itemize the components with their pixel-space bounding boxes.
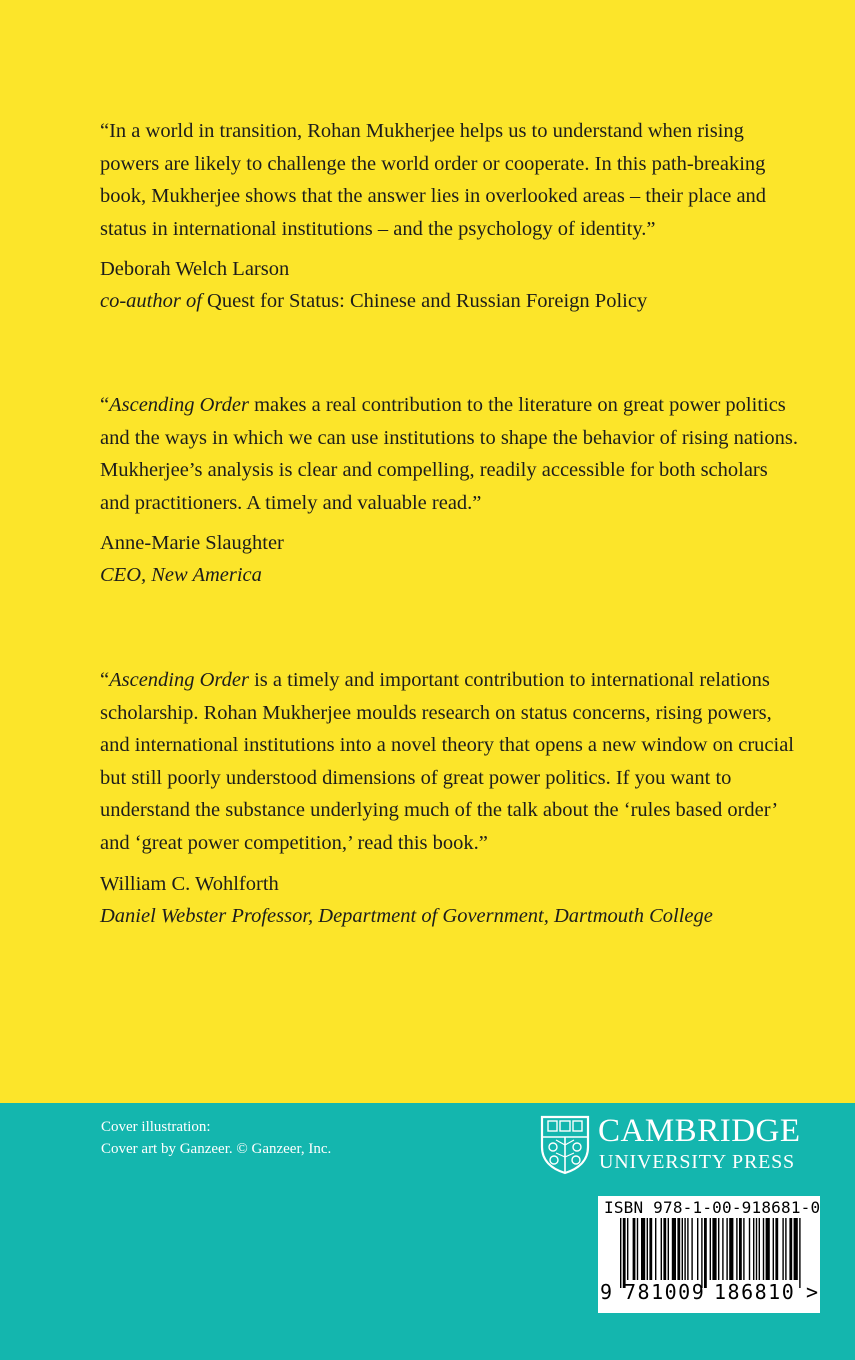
barcode-bar: [726, 1218, 727, 1280]
blurb-3-book-title: Ascending Order: [109, 669, 249, 691]
barcode-bar: [655, 1218, 656, 1280]
barcode-bar: [647, 1218, 648, 1280]
barcode-digit-first: 9: [600, 1280, 613, 1304]
blurb-2-author: Anne-Marie Slaughter: [100, 532, 284, 555]
blurb-1: [100, 115, 800, 317]
cover-credit-text: Cover art by Ganzeer. © Ganzeer, Inc.: [101, 1141, 332, 1157]
blurb-3-body: is a timely and important contribution to international relations scholarship. Rohan Mukherjee moulds research on status concerns, rising powers, and international institutions into a novel theory that opens a new window on crucial but still poorly understood dimensions of great power politics. If you want to understand the substance underlying much of the talk about the ‘rules based order’ and ‘great power competition,’ read this book.”: [100, 669, 794, 854]
blurb-2-open-quote: “: [100, 394, 110, 416]
barcode-bar: [672, 1218, 676, 1280]
barcode-bar: [649, 1218, 652, 1280]
blurb-1-text: “In a world in transition, Rohan Mukherjee helps us to understand when rising powers are likely to challenge the world order or cooperate. In this path-breaking book, Mukherjee shows that the answer lies in overlooked areas – their place and status in international institutions – and the psychology of identity.”: [100, 120, 767, 240]
barcode-bar: [743, 1218, 744, 1280]
barcode-bar: [785, 1218, 786, 1280]
barcode-bar: [773, 1218, 774, 1280]
cover-credit: [101, 1116, 331, 1160]
blurb-1-author: Deborah Welch Larson: [100, 258, 290, 281]
barcode-bar: [789, 1218, 792, 1280]
barcode-bar: [663, 1218, 666, 1280]
isbn-barcode: [598, 1196, 820, 1313]
barcode-bar: [799, 1218, 800, 1288]
barcode-bar: [763, 1218, 764, 1280]
barcode-bar: [641, 1218, 645, 1280]
barcode-bar: [794, 1218, 798, 1280]
barcode-bar: [633, 1218, 636, 1280]
barcode-bar: [766, 1218, 770, 1280]
barcode-bar: [718, 1218, 719, 1280]
barcode-bar: [677, 1218, 680, 1280]
barcode-bar: [684, 1218, 685, 1280]
barcode-end-mark: >: [806, 1280, 819, 1304]
barcode-digits-left: 781009: [624, 1280, 706, 1304]
publisher-subname: UNIVERSITY PRESS: [599, 1151, 795, 1173]
blurb-3: [100, 664, 800, 932]
cover-credit-label: Cover illustration:: [101, 1119, 211, 1135]
barcode-bar: [701, 1218, 702, 1288]
blurb-2-body: makes a real contribution to the literature on great power politics and the ways in which we can use institutions to shape the behavior of rising nations. Mukherjee’s analysis is clear and compelling, readily accessible for both scholars and practitioners. A timely and valuable read.”: [100, 394, 799, 514]
blurb-3-author-role: Daniel Webster Professor, Department of Government, Dartmouth College: [100, 904, 713, 927]
barcode-bar: [712, 1218, 716, 1280]
blurb-1-role-title: Quest for Status: Chinese and Russian Foreign Policy: [201, 290, 648, 313]
cambridge-shield-icon: [540, 1115, 590, 1175]
barcode-bar: [687, 1218, 688, 1280]
barcode-bar: [759, 1218, 760, 1280]
blurb-2-text: [100, 389, 800, 519]
barcode-bar: [682, 1218, 683, 1280]
barcode-bar: [739, 1218, 742, 1280]
blurb-2-author-role: CEO, New America: [100, 564, 262, 587]
blurb-1-role-italic: co-author of: [100, 290, 202, 313]
barcode-bar: [749, 1218, 750, 1280]
barcode-bar: [736, 1218, 737, 1280]
barcode-bar: [691, 1218, 692, 1280]
barcode-bar: [661, 1218, 662, 1280]
barcode-bar: [710, 1218, 711, 1280]
barcode-bar: [753, 1218, 754, 1280]
barcode-bar: [775, 1218, 778, 1280]
barcode-bar: [697, 1218, 698, 1280]
barcode-bar: [623, 1218, 626, 1288]
blurb-3-open-quote: “: [100, 669, 110, 691]
barcode-bar: [620, 1218, 621, 1288]
barcode-bar: [704, 1218, 707, 1288]
barcode-bar: [722, 1218, 723, 1280]
barcode-bar: [782, 1218, 783, 1280]
barcode-bar: [729, 1218, 733, 1280]
blurb-3-text: [100, 664, 800, 860]
barcode-bar: [637, 1218, 638, 1280]
publisher-name: CAMBRIDGE: [598, 1113, 801, 1149]
publisher-logo: [540, 1115, 830, 1177]
blurb-3-author: William C. Wohlforth: [100, 872, 279, 895]
isbn-text: ISBN 978-1-00-918681-0: [604, 1198, 821, 1217]
barcode-bar: [627, 1218, 628, 1280]
barcode-bar: [756, 1218, 757, 1280]
barcode-bar: [668, 1218, 669, 1280]
footer-band: [0, 1103, 855, 1360]
blurb-2: [100, 389, 800, 591]
barcode-digits-right: 186810: [714, 1280, 796, 1304]
blurb-2-book-title: Ascending Order: [109, 394, 249, 416]
blurb-1-author-role: [100, 285, 800, 317]
